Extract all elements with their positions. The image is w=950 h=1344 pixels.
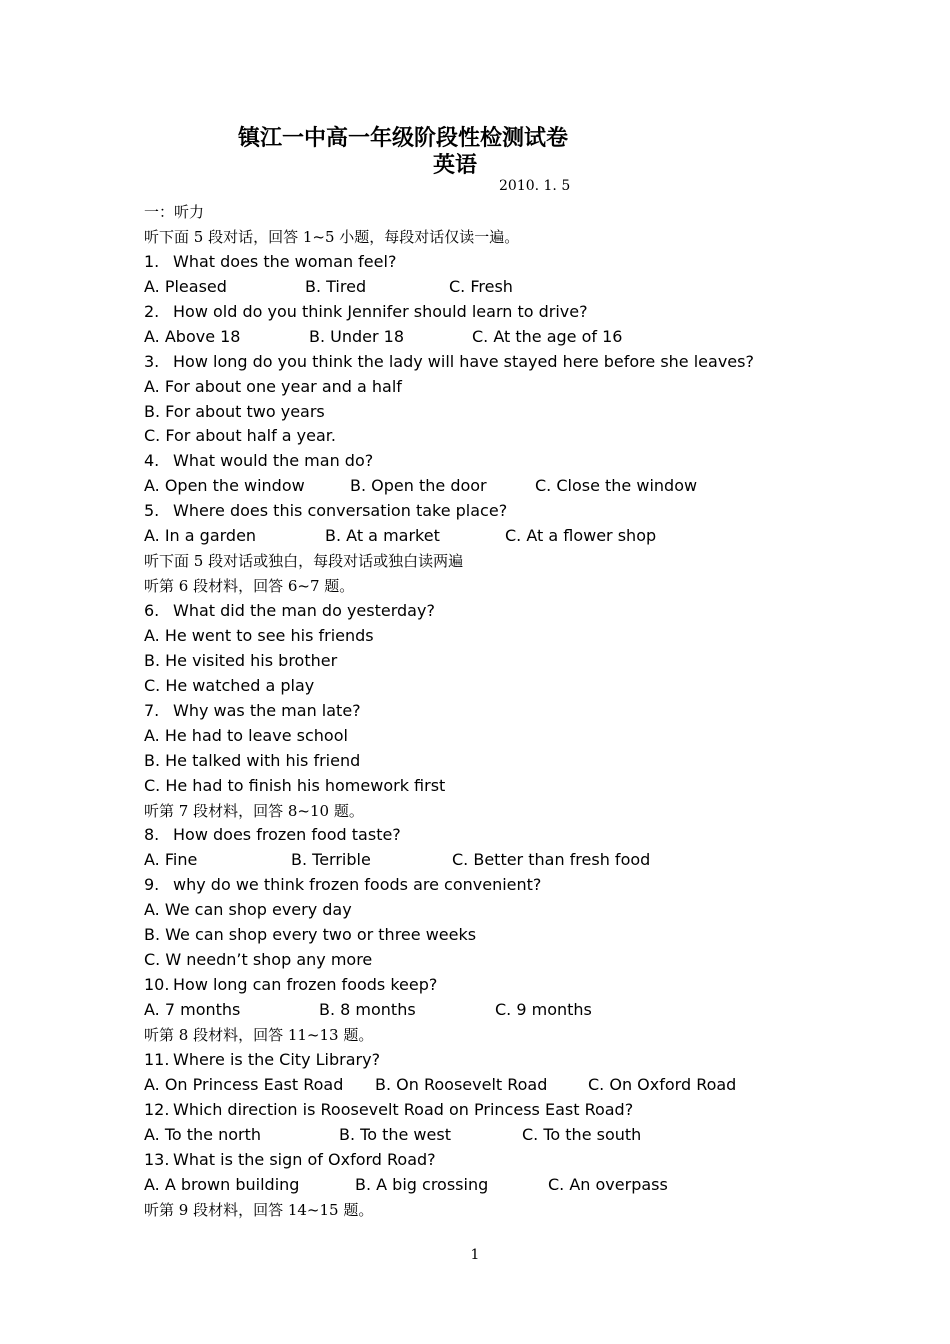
options-row: A. Open the window B. Open the door C. Close the window (144, 476, 698, 496)
question-8: 8. How does frozen food taste? (144, 825, 401, 845)
page-number: 1 (470, 1247, 480, 1263)
question-1: 1. What does the woman feel? (144, 251, 397, 271)
options-row: A. A brown building B. A big crossing C. An overpass (144, 1174, 668, 1194)
option-line: A. He had to leave school (144, 725, 348, 745)
option-line: C. For about half a year. (144, 426, 336, 446)
material-line: 听第 6 段材料，回答 6~7 题。 (144, 577, 355, 596)
exam-date: 2010. 1. 5 (499, 178, 571, 194)
option-line: A. He went to see his friends (144, 625, 374, 645)
options-row: A. Above 18 B. Under 18 C. At the age of 16 (144, 326, 623, 346)
options-row: A. Pleased B. Tired C. Fresh (144, 276, 513, 296)
option-line: A. For about one year and a half (144, 376, 402, 396)
question-3: 3. How long do you think the lady will have stayed here before she leaves? (144, 351, 754, 371)
material-line: 听第 8 段材料，回答 11~13 题。 (144, 1025, 374, 1044)
option-line: A. We can shop every day (144, 900, 352, 920)
subject-title: 英语 (432, 152, 477, 178)
instruction-line: 听下面 5 段对话，回答 1~5 小题，每段对话仅读一遍。 (144, 227, 520, 246)
question-13: 13. What is the sign of Oxford Road? (144, 1149, 436, 1169)
options-row: A. In a garden B. At a market C. At a flower shop (144, 526, 657, 546)
option-line: B. For about two years (144, 401, 325, 421)
question-4: 4. What would the man do? (144, 451, 374, 471)
question-6: 6. What did the man do yesterday? (144, 601, 435, 620)
option-line: C. He had to finish his homework first (144, 775, 446, 795)
options-row: A. On Princess East Road B. On Roosevelt Road C. On Oxford Road (144, 1074, 737, 1094)
option-line: B. We can shop every two or three weeks (144, 925, 477, 945)
option-line: C. W needn’t shop any more (144, 950, 373, 970)
question-11: 11. Where is the City Library? (144, 1049, 381, 1069)
option-line: B. He visited his brother (144, 650, 338, 670)
option-line: C. He watched a play (144, 675, 315, 695)
options-row: A. To the north B. To the west C. To the south (144, 1124, 642, 1144)
question-9: 9. why do we think frozen foods are convenient? (144, 875, 542, 895)
question-5: 5. Where does this conversation take place? (144, 501, 508, 521)
section-heading: 一：听力 (144, 203, 205, 221)
option-line: B. He talked with his friend (144, 750, 361, 770)
options-row: A. Fine B. Terrible C. Better than fresh food (144, 850, 651, 870)
instruction-line: 听下面 5 段对话或独白，每段对话或独白读两遍 (144, 552, 464, 571)
question-12: 12. Which direction is Roosevelt Road on Princess East Road? (144, 1099, 634, 1119)
material-line: 听第 9 段材料，回答 14~15 题。 (144, 1200, 374, 1219)
exam-body (144, 200, 864, 1222)
exam-title: 镇江一中高一年级阶段性检测试卷 (238, 125, 569, 151)
question-7: 7. Why was the man late? (144, 700, 361, 720)
material-line: 听第 7 段材料，回答 8~10 题。 (144, 801, 364, 820)
options-row: A. 7 months B. 8 months C. 9 months (144, 1000, 592, 1019)
question-10: 10. How long can frozen foods keep? (144, 975, 438, 995)
question-2: 2. How old do you think Jennifer should learn to drive? (144, 301, 588, 321)
